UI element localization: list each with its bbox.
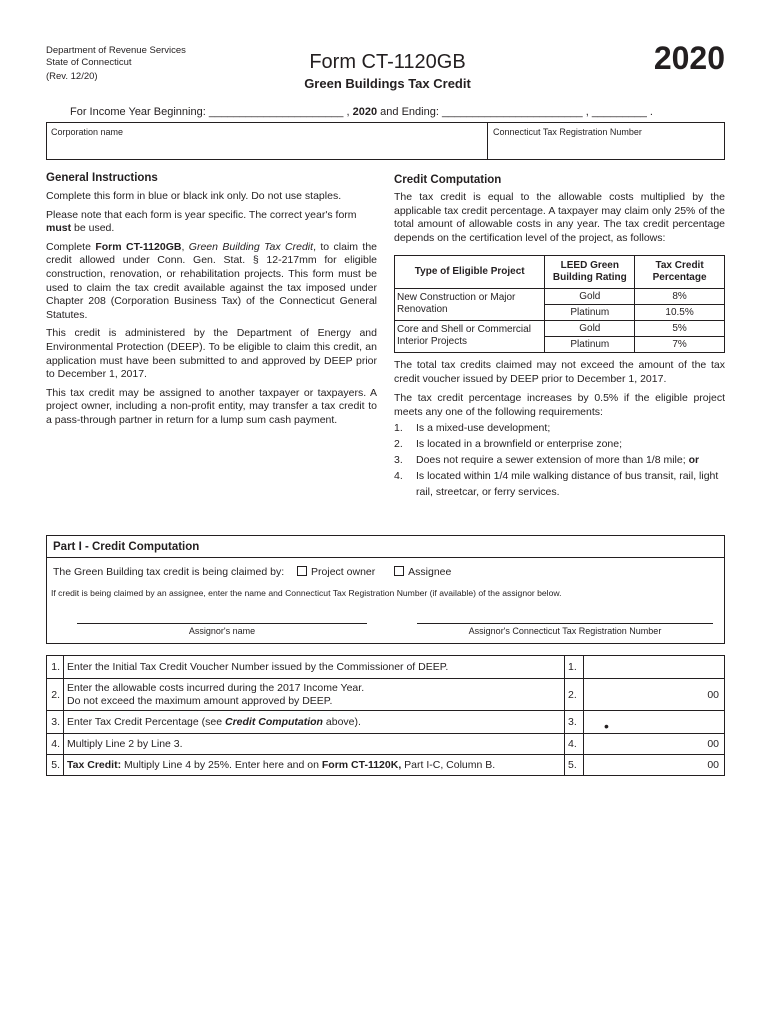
- form-title: Green Buildings Tax Credit: [304, 76, 471, 91]
- line-number: 2.: [47, 679, 64, 711]
- line-1-voucher-input[interactable]: [584, 656, 725, 679]
- line-1-row: [47, 656, 725, 679]
- project-type-core-shell: Core and Shell or Commercial Interior Projects: [395, 321, 545, 353]
- leed-rating-table: [394, 255, 725, 353]
- line-5-tax-credit-input[interactable]: [584, 755, 725, 776]
- credit-computation-notes: [394, 359, 725, 500]
- assignor-name-field[interactable]: [77, 623, 367, 624]
- table-row: [395, 321, 725, 337]
- header-leed-rating: LEED Green Building Rating: [545, 256, 635, 289]
- corporation-name-field[interactable]: [47, 123, 487, 159]
- cents: 00: [707, 759, 719, 771]
- line-2-description: Enter the allowable costs incurred during the 2017 Income Year. Do not exceed the maximum amount approved by DEEP.: [64, 679, 565, 711]
- income-year-beginning-field[interactable]: ______________________: [208, 106, 344, 118]
- line-3-description: Enter Tax Credit Percentage (see Credit Computation above).: [64, 711, 565, 734]
- line-4-description: Multiply Line 2 by Line 3.: [64, 734, 565, 755]
- income-year-line: For Income Year Beginning: ______________________ , 2020 and Ending: _______________________ , _________ .: [70, 106, 653, 118]
- line-number: 3.: [47, 711, 64, 734]
- line-ref: 3.: [565, 711, 584, 734]
- assignor-registration-field[interactable]: [417, 623, 713, 624]
- line-number: 5.: [47, 755, 64, 776]
- rating-cell: Platinum: [545, 305, 635, 321]
- part1-header: [47, 536, 724, 558]
- registration-number-label: Connecticut Tax Registration Number: [493, 127, 642, 137]
- line-4-row: [47, 734, 725, 755]
- assignee-option[interactable]: Assignee: [394, 566, 451, 578]
- line-5-description: Tax Credit: Multiply Line 4 by 25%. Enter here and on Form CT-1120K, Part I-C, Column B.: [64, 755, 565, 776]
- state-name: State of Connecticut: [46, 57, 132, 68]
- credit-voucher-limit: The total tax credits claimed may not exceed the amount of the tax credit voucher issued by DEEP prior to December 1, 2017.: [394, 359, 725, 385]
- line-ref: 2.: [565, 679, 584, 711]
- line-1-description: Enter the Initial Tax Credit Voucher Number issued by the Commissioner of DEEP.: [64, 656, 565, 679]
- form-number: Form CT-1120GB: [309, 51, 466, 73]
- line-5-row: [47, 755, 725, 776]
- assignee-checkbox[interactable]: [394, 566, 404, 576]
- list-item: 3. Does not require a sewer extension of more than 1/8 mile; or: [394, 454, 700, 467]
- income-year-beginning-label: For Income Year Beginning:: [70, 106, 206, 118]
- revision-date: (Rev. 12/20): [46, 71, 98, 82]
- claimed-by-row: [53, 566, 451, 578]
- line-ref: 4.: [565, 734, 584, 755]
- rating-cell: Gold: [545, 289, 635, 305]
- credit-computation-intro: The tax credit is equal to the allowable costs multiplied by the applicable tax credit percentage. A taxpayer may claim only 25% of the total amount of allowable costs in any year. The tax credit percentage depends on the certification level of the project, as follows:: [394, 191, 725, 244]
- assignee-note: If credit is being claimed by an assignee, enter the name and Connecticut Tax Registration Number (if available) of the assignor below.: [51, 588, 562, 598]
- part1-box: [46, 535, 725, 644]
- credit-computation: [394, 174, 725, 245]
- part1-lines-table: [46, 655, 725, 776]
- percentage-cell: 8%: [635, 289, 725, 305]
- line-2-row: [47, 679, 725, 711]
- list-item: 4. Is located within 1/4 mile walking distance of bus transit, rail, light rail, streetcar, or ferry services.: [394, 470, 719, 499]
- percentage-cell: 10.5%: [635, 305, 725, 321]
- project-owner-checkbox[interactable]: [297, 566, 307, 576]
- line-number: 1.: [47, 656, 64, 679]
- table-row: [395, 289, 725, 305]
- decimal-point: •: [604, 718, 609, 734]
- registration-number-field[interactable]: [488, 123, 725, 159]
- taxpayer-info-box: [46, 122, 725, 160]
- income-year-ending-label: and Ending:: [380, 106, 439, 118]
- instruction-assignment: This tax credit may be assigned to another taxpayer or taxpayers. A project owner, including a non-profit entity, may transfer a tax credit to a pass-through partner in return for a lump sum cash payment.: [46, 386, 377, 426]
- line-ref: 5.: [565, 755, 584, 776]
- line-4-amount-input[interactable]: [584, 734, 725, 755]
- line-ref: 1.: [565, 656, 584, 679]
- project-owner-option[interactable]: Project owner: [297, 566, 375, 578]
- header-credit-percentage: Tax Credit Percentage: [635, 256, 725, 289]
- line-number: 4.: [47, 734, 64, 755]
- agency-name: Department of Revenue Services: [46, 45, 186, 56]
- income-year-2020: 2020: [352, 106, 378, 118]
- cents: 00: [707, 738, 719, 750]
- list-item: 2. Is located in a brownfield or enterprise zone;: [394, 438, 623, 451]
- corporation-name-label: Corporation name: [51, 127, 124, 137]
- instruction-year-specific: Please note that each form is year specific. The correct year's form must be used.: [46, 208, 357, 235]
- part1-heading: Part I - Credit Computation: [53, 541, 200, 553]
- general-instructions: [46, 172, 377, 428]
- percentage-increase-note: The tax credit percentage increases by 0.5% if the eligible project meets any one of the following requirements:: [394, 392, 725, 418]
- line-3-percentage-input[interactable]: [584, 711, 725, 734]
- assignor-registration-label: Assignor's Connecticut Tax Registration Number: [468, 626, 662, 636]
- list-item: 1. Is a mixed-use development;: [394, 422, 551, 435]
- line-3-row: [47, 711, 725, 734]
- claimed-by-label: The Green Building tax credit is being claimed by:: [53, 566, 285, 578]
- assignor-name-label: Assignor's name: [188, 626, 256, 636]
- project-type-new-construction: New Construction or Major Renovation: [395, 289, 545, 321]
- income-year-ending-field[interactable]: _______________________ , _________ .: [441, 106, 653, 118]
- requirements-list: [394, 420, 725, 500]
- credit-computation-heading: Credit Computation: [394, 174, 502, 186]
- percentage-cell: 5%: [635, 321, 725, 337]
- instruction-deep: This credit is administered by the Department of Energy and Environmental Protection (DEEP). To be eligible to claim this credit, an application must have been submitted to and approved by DEEP prior to December 1, 2017.: [46, 327, 377, 381]
- tax-year: 2020: [653, 40, 725, 76]
- line-2-amount-input[interactable]: [584, 679, 725, 711]
- instruction-ink: Complete this form in blue or black ink only. Do not use staples.: [46, 190, 342, 202]
- cents: 00: [707, 688, 719, 701]
- general-instructions-heading: General Instructions: [46, 172, 158, 184]
- instruction-complete-form: Complete Form CT-1120GB, Green Building Tax Credit, to claim the credit allowed under Conn. Gen. Stat. § 12-217mm for eligible construction, renovation, or rehabilitation projects. This form must be used to claim the tax credit available against the tax imposed under Chapter 208 (Corporation Business Tax) of the Connecticut General Statutes.: [46, 240, 378, 321]
- rating-cell: Platinum: [545, 337, 635, 353]
- header-project-type: Type of Eligible Project: [395, 256, 545, 289]
- rating-cell: Gold: [545, 321, 635, 337]
- rating-table-header: [395, 256, 725, 289]
- percentage-cell: 7%: [635, 337, 725, 353]
